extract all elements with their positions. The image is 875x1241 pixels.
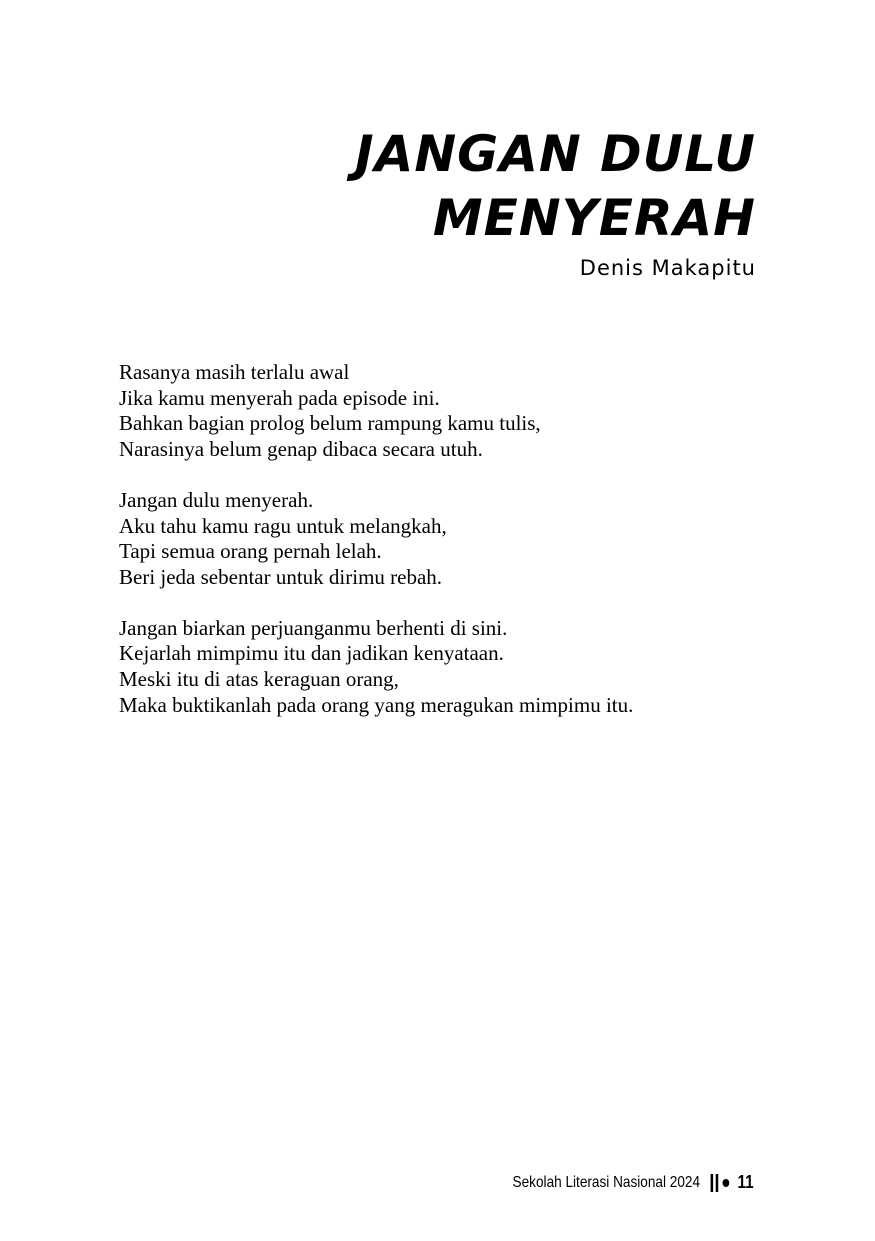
poem-line: Jangan dulu menyerah. — [119, 487, 314, 512]
title-line-2: MENYERAH — [432, 189, 756, 247]
poem-line: Maka buktikanlah pada orang yang meragukan mimpimu itu. — [119, 692, 634, 717]
poem-line: Kejarlah mimpimu itu dan jadikan kenyataan. — [119, 641, 504, 666]
poem-body — [119, 360, 759, 743]
footer-separator-icon — [711, 1174, 730, 1192]
stanza-1 — [119, 360, 759, 463]
poem-line: Aku tahu kamu ragu untuk melangkah, — [119, 513, 447, 538]
footer-publication: Sekolah Literasi Nasional 2024 — [512, 1173, 701, 1191]
author-name: Denis Makapitu — [579, 256, 756, 280]
poem-line: Beri jeda sebentar untuk dirimu rebah. — [119, 564, 443, 589]
page-footer — [513, 1172, 754, 1193]
stanza-2 — [119, 488, 759, 591]
poem-line: Jika kamu menyerah pada episode ini. — [119, 385, 440, 410]
poem-line: Narasinya belum genap dibaca secara utuh. — [119, 437, 483, 462]
title-line-1: JANGAN DULU — [355, 125, 756, 183]
poem-line: Tapi semua orang pernah lelah. — [119, 539, 382, 564]
stanza-3 — [119, 616, 759, 719]
poem-line: Bahkan bagian prolog belum rampung kamu tulis, — [119, 411, 541, 436]
poem-line: Rasanya masih terlalu awal — [119, 360, 350, 384]
poem-title — [355, 122, 756, 250]
poem-line: Jangan biarkan perjuanganmu berhenti di sini. — [119, 615, 508, 640]
poem-line: Meski itu di atas keraguan orang, — [119, 667, 399, 692]
page-number: 11 — [737, 1172, 754, 1192]
